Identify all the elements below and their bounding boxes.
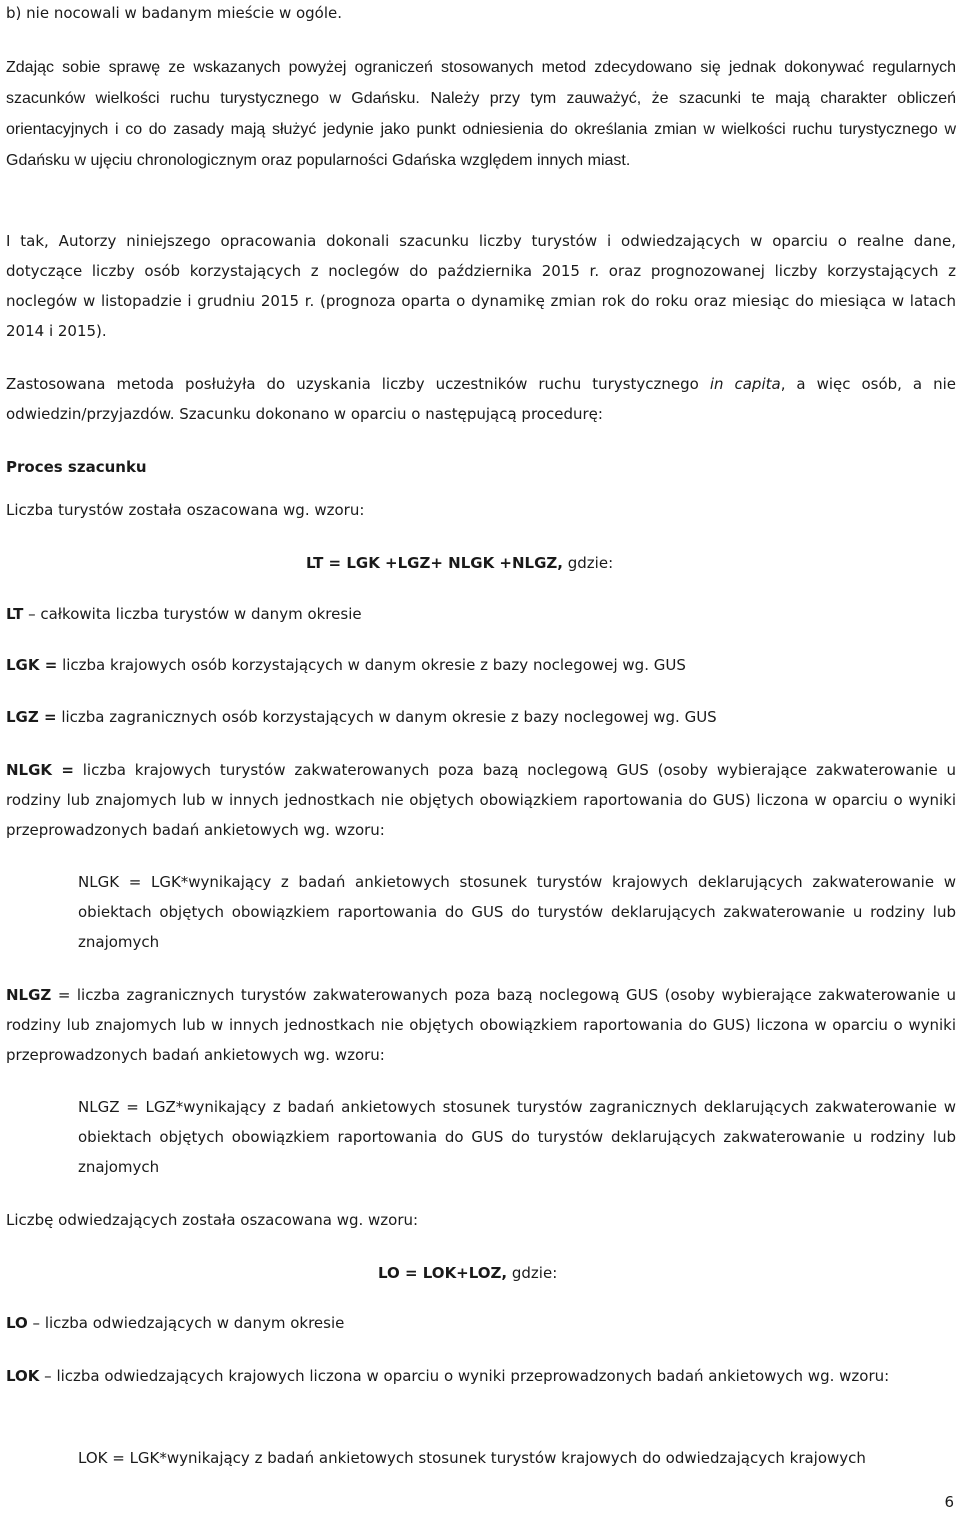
paragraph-1-part-b: Należy przy tym zauważyć, że szacunki te mają charakter obliczeń orientacyjnych i co do zasady mają służyć jedynie jako punkt odniesienia do określania zmian w wielkości ruchu turystycznego w Gdańsku w ujęciu chronologicznym oraz popularności Gdańska względem innych miast. bbox=[6, 90, 956, 169]
formula-lok-text: LOK = LGK*wynikający z badań ankietowych stosunek turystów krajowych do odwiedzających krajowych bbox=[78, 1449, 866, 1467]
paragraph-1 bbox=[6, 52, 956, 176]
definition-nlgk-text: liczba krajowych turystów zakwaterowanych poza bazą noclegową GUS (osoby wybierające zakwaterowanie u rodziny lub znajomych lub w innych jednostkach nie objętych obowiązkiem raportowania do GUS) liczona w oparciu o wyniki przeprowadzonych badań ankietowych wg. wzoru: bbox=[6, 761, 957, 839]
definition-lok bbox=[6, 1361, 956, 1391]
intro-lt bbox=[6, 495, 956, 525]
formula-lt-main: LT = LGK +LGZ+ NLGK +NLGZ, bbox=[306, 554, 563, 572]
intro-lt-text: Liczba turystów została oszacowana wg. wzoru: bbox=[6, 501, 365, 519]
definition-nlgz-text: = liczba zagranicznych turystów zakwaterowanych poza bazą noclegową GUS (osoby wybierające zakwaterowanie u rodziny lub znajomych lub w innych jednostkach nie objętych obowiązkiem raportowania do GUS) liczona w oparciu o wyniki przeprowadzonych badań ankietowych wg. wzoru: bbox=[6, 986, 956, 1064]
formula-nlgk-text: NLGK = LGK*wynikający z badań ankietowych stosunek turystów krajowych deklarujących zakwaterowanie w obiektach objętych obowiązkiem raportowania do GUS do turystów deklarujących zakwaterowanie u rodziny lub znajomych bbox=[78, 873, 956, 951]
definition-lt bbox=[6, 599, 956, 629]
paragraph-2-text: I tak, Autorzy niniejszego opracowania dokonali szacunku liczby turystów i odwiedzających w oparciu o realne dane, dotyczące liczby osób korzystających z noclegów do października 2015 r. oraz prognozowanej liczby korzystających z noclegów w listopadzie i grudniu 2015 r. (prognoza oparta o dynamikę zmian rok do roku oraz miesiąc do miesiąca w latach 2014 i 2015). bbox=[6, 232, 956, 340]
formula-lt bbox=[306, 548, 613, 578]
paragraph-3 bbox=[6, 369, 956, 429]
definition-nlgz bbox=[6, 980, 956, 1070]
formula-nlgz bbox=[6, 1092, 956, 1182]
definition-lgz bbox=[6, 702, 956, 732]
paragraph-3-before: Zastosowana metoda posłużyła do uzyskania liczby uczestników ruchu turystycznego bbox=[6, 375, 710, 393]
definition-nlgk bbox=[6, 755, 956, 845]
definition-lok-term: LOK bbox=[6, 1367, 40, 1385]
definition-lgk-term: LGK = bbox=[6, 656, 58, 674]
formula-nlgk bbox=[6, 867, 956, 957]
formula-lo-main: LO = LOK+LOZ, bbox=[378, 1264, 508, 1282]
top-line-text: b) nie nocowali w badanym mieście w ogóle. bbox=[6, 4, 343, 22]
definition-lt-term: LT bbox=[6, 605, 24, 623]
definition-lgk-text: liczba krajowych osób korzystających w danym okresie z bazy noclegowej wg. GUS bbox=[57, 656, 686, 674]
definition-lgz-text: liczba zagranicznych osób korzystających w danym okresie z bazy noclegowej wg. GUS bbox=[56, 708, 717, 726]
paragraph-3-italic: in capita bbox=[709, 375, 781, 393]
intro-lo-text: Liczbę odwiedzających została oszacowana wg. wzoru: bbox=[6, 1211, 419, 1229]
definition-lo bbox=[6, 1308, 956, 1338]
definition-lok-text: – liczba odwiedzających krajowych liczona w oparciu o wyniki przeprowadzonych badań ankietowych wg. wzoru: bbox=[39, 1367, 890, 1385]
formula-lok bbox=[6, 1443, 956, 1473]
page-number: 6 bbox=[944, 1493, 954, 1511]
formula-nlgz-text: NLGZ = LGZ*wynikający z badań ankietowych stosunek turystów zagranicznych deklarujących zakwaterowanie w obiektach objętych obowiązkiem raportowania do GUS do turystów deklarujących zakwaterowanie u rodziny lub znajomych bbox=[78, 1098, 956, 1176]
top-line bbox=[6, 0, 956, 28]
intro-lo bbox=[6, 1205, 956, 1235]
section-heading-text: Proces szacunku bbox=[6, 458, 147, 476]
section-heading bbox=[6, 452, 956, 482]
definition-lgk bbox=[6, 650, 956, 680]
paragraph-1-part-a: Zdając sobie sprawę ze wskazanych powyżej ograniczeń stosowanych metod zdecydowano się jednak dokonywać regularnych szacunków wielkości ruchu turystycznego w Gdańsku. bbox=[6, 59, 956, 107]
formula-lo-rest: gdzie: bbox=[507, 1264, 558, 1282]
definition-lo-text: – liczba odwiedzających w danym okresie bbox=[27, 1314, 345, 1332]
definition-lo-term: LO bbox=[6, 1314, 28, 1332]
paragraph-2 bbox=[6, 226, 956, 346]
definition-lt-text: – całkowita liczba turystów w danym okresie bbox=[23, 605, 362, 623]
paragraph-3-after: , a więc osób, a nie odwiedzin/przyjazdów. Szacunku dokonano w oparciu o następującą procedurę: bbox=[6, 375, 956, 423]
formula-lt-rest: gdzie: bbox=[562, 554, 614, 572]
definition-nlgk-term: NLGK = bbox=[6, 761, 74, 779]
definition-nlgz-term: NLGZ bbox=[6, 986, 52, 1004]
formula-lo bbox=[378, 1258, 557, 1288]
definition-lgz-term: LGZ = bbox=[6, 708, 57, 726]
